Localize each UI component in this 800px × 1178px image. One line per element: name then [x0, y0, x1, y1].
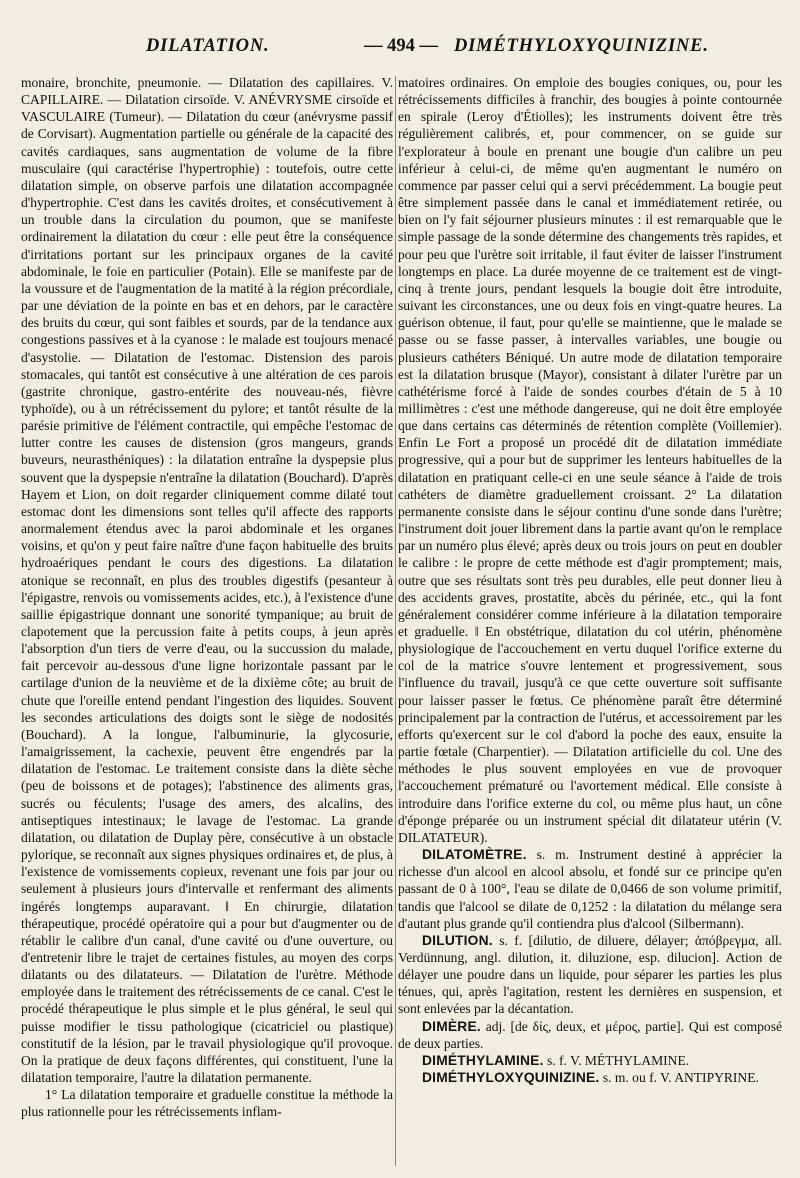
dictionary-entry	[398, 846, 782, 932]
right-column	[398, 74, 782, 1086]
entry-headword: DIMÉTHYLAMINE.	[422, 1052, 544, 1068]
left-paragraph: 1° La dilatation temporaire et graduelle constitue la méthode la plus rationnelle pour les rétrécissements inflam-	[21, 1087, 393, 1120]
entry-definition: s. f. V. MÉTHYLAMINE.	[547, 1052, 690, 1068]
header-left-word: DILATATION.	[146, 36, 270, 56]
right-paragraph: matoires ordinaires. On emploie des bougies coniques, ou, pour les rétrécissements difficiles à franchir, des bougies à pointe contournée en spirale (Leroy d'Étiolles); les instruments doivent être très régulièrement calibrés, et, pour commencer, on se guide sur l'explorateur à boule en prenant une bougie d'un calibre un peu inférieur à celui-ci, de même qu'en augmentant le numéro on commence par passer celui qui a servi précédemment. La bougie peut être simplement passée dans le canal et immédiatement retirée, ou bien on l'y fait séjourner plusieurs minutes : il est remarquable que le simple passage de la sonde détermine des changements très rapides, et pour peu que l'urètre soit irritable, il faut éviter de laisser l'instrument longtemps en place. La durée moyenne de ce traitement est de vingt-cinq à trente jours, pendant lesquels la bougie doit être introduite, suivant les circonstances, une ou deux fois en vingt-quatre heures. La guérison obtenue, il faut, pour qu'elle se maintienne, que le malade se passe ou se fasse passer, à intervalles variables, une bougie ou plusieurs cathéters Béniqué. Un autre mode de dilatation temporaire est la dilatation brusque (Mayor), consistant à dilater l'urètre par un cathétérisme forcé à l'aide de sondes courbes d'étain de 5 à 10 millimètres : c'est une méthode dangereuse, qui ne doit être employée que dans certains cas déterminés de rétention complète (Voillemier). Enfin Le Fort a proposé un procédé dit de dilatation immédiate progressive, qui a pour but de supprimer les lenteurs habituelles de la dilatation en pratiquant celle-ci en une seule séance à l'aide de trois cathéters de diamètre graduellement croissant. 2° La dilatation permanente consiste dans le séjour continu d'une sonde dans l'urètre; l'instrument doit jouer librement dans la partie avant qu'on le remplace par un numéro plus élevé; après deux ou trois jours on peut en doubler le calibre : le propre de cette méthode est d'agir promptement; mais, outre que ses résultats sont très peu durables, elle peut donner lieu à des accidents graves, prostatite, abcès du périnée, etc., qui la font généralement considérer comme inférieure à la dilatation temporaire et graduelle. ‖ En obstétrique, dilatation du col utérin, phénomène physiologique de l'accouchement en vertu duquel l'orifice externe du col de la matrice s'ouvre lentement et progressivement, sous l'influence du travail, jusqu'à ce que cette ouverture soit suffisante pour laisser passer le fœtus. Ce phénomène paraît être déterminé principalement par la contraction de l'utérus, et accessoirement par les efforts qu'exercent sur le col d'abord la poche des eaux, ensuite la partie fœtale (Charpentier). — Dilatation artificielle du col. Une des méthodes le plus souvent employées en vue de provoquer l'accouchement prématuré ou l'avortement médical. Elle consiste à introduire dans l'orifice externe du col, ou même plus haut, un cône d'éponge préparée ou un instrument spécial dit dilatateur utérin (V. DILATATEUR).	[398, 75, 782, 845]
column-divider	[395, 76, 396, 1166]
entry-definition: adj. [de δίς, deux, et μέρος, partie]. Qui est composé de deux parties.	[398, 1018, 782, 1051]
page-number: — 494 —	[364, 36, 438, 56]
entry-headword: DILATOMÈTRE.	[422, 847, 527, 863]
running-header	[22, 36, 778, 66]
entry-definition: s. m. ou f. V. ANTIPYRINE.	[602, 1070, 759, 1086]
left-paragraph: monaire, bronchite, pneumonie. — Dilatation des capillaires. V. CAPILLAIRE. — Dilatation cirsoïde. V. ANÉVRYSME cirsoïde et VASCULAIRE (Tumeur). — Dilatation du cœur (anévrysme passif de Corvisart). Augmentation partielle ou générale de la capacité des cavités cardiaques, sans augmentation de volume de la fibre musculaire (qui caractérise l'hypertrophie) : toutefois, outre cette dilatation simple, on observe parfois une dilatation accompagnée d'hypertrophie. C'est dans les cavités droites, et consécutivement à un trouble dans la circulation du poumon, que se manifeste ordinairement la dilatation du cœur : elle peut être la conséquence d'irritations portant sur les principaux organes de la cavité abdominale, le foie en particulier (Potain). Elle se manifeste par de la voussure et de l'augmentation de la matité à la région précordiale, par une déviation de la pointe en bas et en dehors, par le caractère des bruits du cœur, qui sont faibles et sourds, par de la tendance aux congestions passives et à la cyanose : le malade est toujours menacé d'asystolie. — Dilatation de l'estomac. Distension des parois stomacales, qui tantôt est consécutive à une altération de ces parois (gastrite chronique, gastro-entérite des nouveau-nés, fièvre typhoïde), ou à un rétrécissement du pylore; et tantôt résulte de la parésie primitive de l'élément contractile, qui empêche l'estomac de lutter contre les causes de distension (gros mangeurs, grands buveurs, neurasthéniques) : la dilatation entraîne la dyspepsie plus souvent que la dyspepsie n'entraîne la dilatation (Bouchard). D'après Hayem et Lion, on doit regarder cliniquement comme dilaté tout estomac dont les dimensions sont telles qu'il affecte des rapports anormalement étendus avec la paroi abdominale et les organes voisins, et qu'on y peut faire naître d'une façon habituelle des bruits hydroaériques pendant le cours des digestions. La dilatation atonique se reconnaît, en plus des troubles digestifs (pesanteur à l'épigastre, renvois ou vomissements acides, etc.), à l'existence d'une saillie épigastrique donnant une sonorité tympanique; au bruit de clapotement que la percussion faite à petits coups, à jeun après l'absorption d'un tiers de verre d'eau, ou la succussion du malade, fait percevoir au-dessous d'une ligne horizontale passant par le cartilage d'union de la neuvième et de la dixième côte; au bruit de chute que l'oreille entend pendant l'ingestion des liquides. Souvent les secondes articulations des doigts sont le siège de nodosités (Bouchard). A la longue, l'albuminurie, la glycosurie, l'amaigrissement, la cachexie, peuvent être engendrés par la dilatation de l'estomac. Le traitement consiste dans la diète sèche (peu de boissons et de potages); l'abstinence des aliments gras, sucrés ou féculents; l'usage des amers, des alcalins, des antiseptiques intestinaux; le lavage de l'estomac. La grande dilatation, ou dilatation de Duplay père, consécutive à un obstacle pylorique, se reconnaît aux signes physiques ordinaires et, de plus, à l'existence de vomissements copieux, revenant une fois par jour ou seulement à plusieurs jours d'intervalle et renfermant des aliments ingérés longtemps auparavant. ‖ En chirurgie, dilatation thérapeutique, procédé opératoire qui a pour but d'augmenter ou de rétablir le calibre d'un canal, d'une cavité ou d'une ouverture, ou d'entretenir libre le trajet de certaines fistules, au moyen des corps dilatants ou des dilatateurs. — Dilatation de l'urètre. Méthode employée dans le traitement des rétrécissements de ce canal. C'est le procédé thérapeutique le plus simple et le plus général, le seul qui puisse modifier le tissu pathologique (cicatriciel ou plastique) constitutif de la lésion, par le travail physiologique qu'il provoque. On la pratique de deux façons différentes, qui constituent, l'une la dilatation temporaire, l'autre la dilatation permanente.	[21, 75, 393, 1086]
entry-definition: s. m. Instrument destiné à apprécier la richesse d'un alcool en alcool absolu, et fondé sur ce principe qu'en passant de 0 à 100°, l'eau se dilate de 0,0466 de son volume primitif, tandis que l'alcool se dilate de 0,1252 : la dilatation du mélange sera d'autant plus grande qu'il contiendra plus d'alcool (Silbermann).	[398, 847, 783, 931]
entry-headword: DILUTION.	[422, 932, 493, 948]
left-column	[21, 74, 393, 1121]
entry-definition: s. f. [dilutio, de diluere, délayer; ἀπόβρεγμα, all. Verdünnung, angl. dilution, it. diluzione, esp. dilucion]. Action de délayer une poudre dans un liquide, pour séparer les parties les plus ténues, qui, après l'agitation, restent les dernières en suspension, et sont enlevées par la décantation.	[398, 932, 782, 1017]
entry-headword: DIMÉTHYLOXYQUINIZINE.	[422, 1070, 600, 1086]
dictionary-entry	[398, 1052, 782, 1069]
entry-headword: DIMÈRE.	[422, 1018, 481, 1034]
header-right-word: DIMÉTHYLOXYQUINIZINE.	[454, 36, 709, 56]
dictionary-entry	[398, 1018, 782, 1052]
dictionary-entry	[398, 1069, 782, 1086]
dictionary-entry	[398, 932, 782, 1018]
